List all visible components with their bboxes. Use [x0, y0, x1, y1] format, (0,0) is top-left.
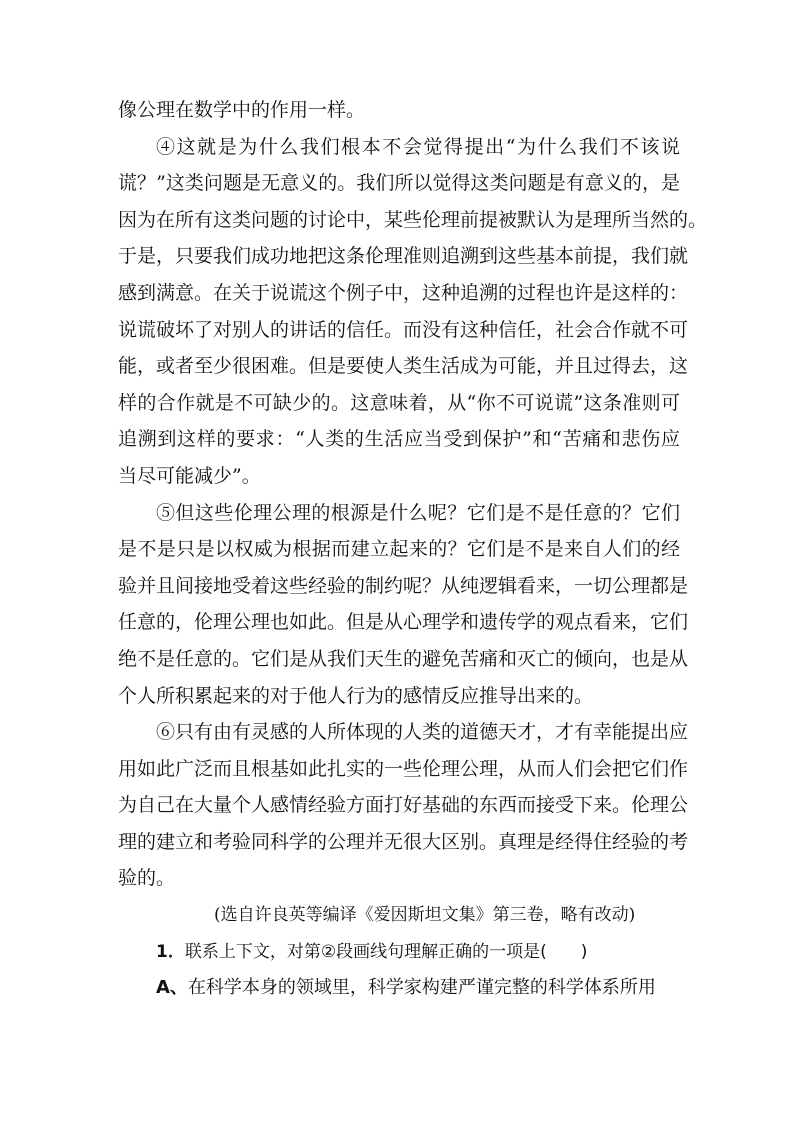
paragraph-6 [118, 714, 689, 897]
text-line: 当尽可能减少”。 [118, 464, 261, 487]
option-a [118, 970, 680, 1007]
text-line: ⑤但这些伦理公理的根源是什么呢？它们是不是任意的？它们 [156, 501, 680, 524]
paragraph-4 [118, 129, 708, 495]
text-line: 因为在所有这类问题的讨论中，某些伦理前提被默认为是理所当然的。 [118, 208, 708, 231]
paragraph-5 [118, 495, 689, 715]
option-text: 在科学本身的领域里，科学家构建严谨完整的科学体系所用 [187, 977, 656, 999]
question-number: 1． [156, 941, 185, 962]
text-line: 验的。 [118, 867, 176, 890]
text-line: 谎？”这类问题是无意义的。我们所以觉得这类问题是有意义的，是 [118, 172, 680, 195]
text-line: 感到满意。在关于说谎这个例子中，这种追溯的过程也许是这样的： [118, 281, 689, 304]
text-line: 绝不是任意的。它们是从我们天生的避免苦痛和灭亡的倾向，也是从 [118, 647, 689, 670]
text-line: 个人所积累起来的对于他人行为的感情反应推导出来的。 [118, 684, 594, 707]
text-line: 追溯到这样的要求：“人类的生活应当受到保护”和“苦痛和悲伤应 [118, 428, 680, 451]
text-line: 为自己在大量个人感情经验方面打好基础的东西而接受下来。伦理公 [118, 794, 689, 817]
text-line: 理的建立和考验同科学的公理并无很大区别。真理是经得住经验的考 [118, 830, 689, 853]
question-1 [118, 934, 680, 971]
text-line: 用如此广泛而且根基如此扎实的一些伦理公理，从而人们会把它们作 [118, 757, 689, 780]
text-line: 是不是只是以权威为根据而建立起来的？它们是不是来自人们的经 [118, 538, 680, 561]
paragraph-3-ending [118, 92, 680, 129]
text-line: ④这就是为什么我们根本不会觉得提出“为什么我们不该说 [156, 135, 680, 158]
text-line: 能，或者至少很困难。但是要使人类生活成为可能，并且过得去，这 [118, 355, 689, 378]
text-line: 说谎破坏了对别人的讲话的信任。而没有这种信任，社会合作就不可 [118, 318, 689, 341]
text-line: 于是，只要我们成功地把这条伦理准则追溯到这些基本前提，我们就 [118, 245, 689, 268]
document-page [118, 92, 708, 1007]
text-line: 验并且间接地受着这些经验的制约呢？从纯逻辑看来，一切公理都是 [118, 574, 689, 597]
option-letter: A、 [156, 977, 188, 999]
question-text: 联系上下文，对第②段画线句理解正确的一项是( ) [184, 941, 588, 962]
source-citation: (选自许良英等编译《爱因斯坦文集》第三卷，略有改动) [214, 905, 636, 926]
text-line: ⑥只有由有灵感的人所体现的人类的道德天才，才有幸能提出应 [156, 721, 689, 744]
text-line: 像公理在数学中的作用一样。 [118, 99, 366, 121]
text-line: 样的合作就是不可缺少的。这意味着，从“你不可说谎”这条准则可 [118, 391, 680, 414]
text-line: 任意的，伦理公理也如此。但是从心理学和遗传学的观点看来，它们 [118, 611, 689, 634]
